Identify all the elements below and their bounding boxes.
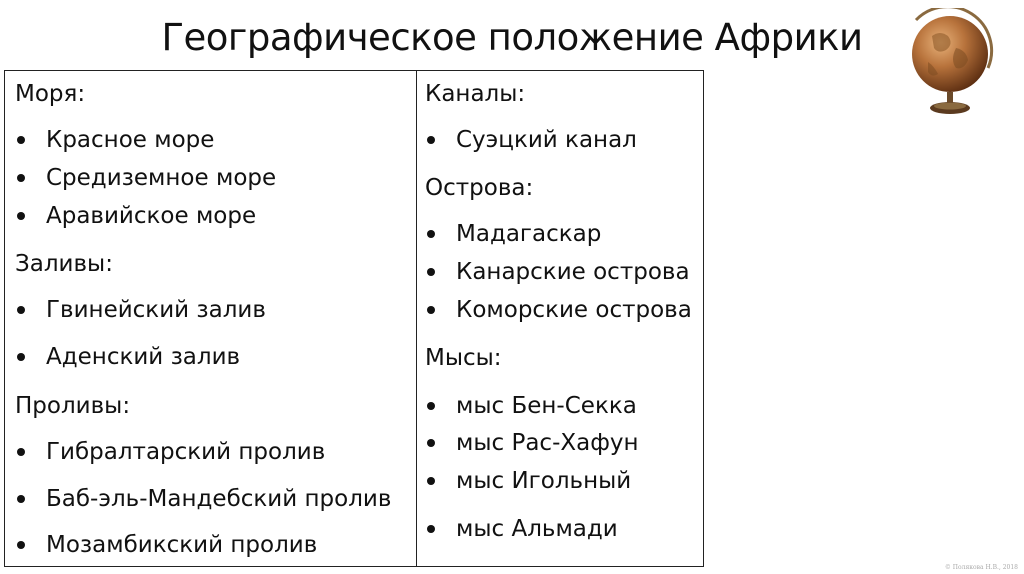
- list-item: мыс Рас-Хафун: [427, 428, 639, 458]
- info-table: [4, 70, 704, 567]
- list-item: Аденский залив: [17, 342, 240, 372]
- list-item: Аравийское море: [17, 201, 256, 231]
- seas-heading: Моря:: [15, 81, 86, 107]
- left-column: [5, 71, 417, 566]
- list-item: Гвинейский залив: [17, 295, 266, 325]
- list-item: Суэцкий канал: [427, 125, 637, 155]
- list-item: Коморские острова: [427, 295, 692, 325]
- bullet-icon: [427, 268, 435, 276]
- capes-heading: Мысы:: [425, 345, 502, 371]
- list-item: мыс Бен-Секка: [427, 391, 637, 421]
- right-column: [417, 71, 703, 566]
- bullet-icon: [17, 174, 25, 182]
- bullet-icon: [427, 306, 435, 314]
- bullet-icon: [17, 495, 25, 503]
- globe-image: [904, 8, 996, 118]
- bullet-icon: [17, 212, 25, 220]
- bullet-icon: [17, 541, 25, 549]
- globe-icon: [904, 8, 996, 118]
- bullet-icon: [427, 477, 435, 485]
- bullet-icon: [17, 353, 25, 361]
- bullet-icon: [427, 439, 435, 447]
- list-item: мыс Альмади: [427, 514, 618, 544]
- list-item: Гибралтарский пролив: [17, 437, 325, 467]
- bullet-icon: [17, 448, 25, 456]
- list-item: Мадагаскар: [427, 219, 601, 249]
- list-item: Средиземное море: [17, 163, 276, 193]
- bullet-icon: [427, 525, 435, 533]
- list-item: Баб-эль-Мандебский пролив: [17, 484, 391, 514]
- list-item: Мозамбикский пролив: [17, 530, 317, 560]
- gulfs-heading: Заливы:: [15, 251, 113, 277]
- list-item: мыс Игольный: [427, 466, 631, 496]
- bullet-icon: [427, 136, 435, 144]
- list-item: Красное море: [17, 125, 214, 155]
- canals-heading: Каналы:: [425, 81, 526, 107]
- bullet-icon: [17, 136, 25, 144]
- page-title: Географическое положение Африки: [161, 16, 863, 59]
- straits-heading: Проливы:: [15, 393, 131, 419]
- footer-credit: © Полякова Н.В., 2018: [944, 564, 1018, 571]
- bullet-icon: [17, 306, 25, 314]
- islands-heading: Острова:: [425, 175, 534, 201]
- bullet-icon: [427, 402, 435, 410]
- bullet-icon: [427, 230, 435, 238]
- list-item: Канарские острова: [427, 257, 690, 287]
